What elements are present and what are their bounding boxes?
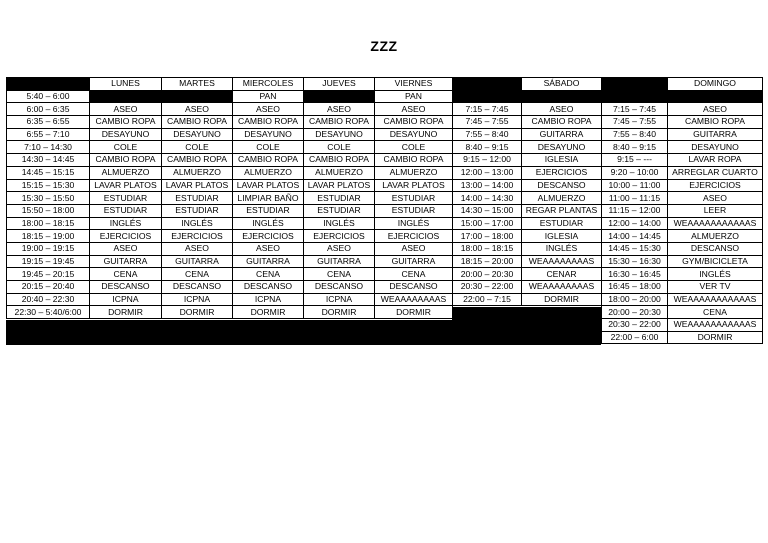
- time-slot: 18:00 – 18:15: [7, 217, 90, 230]
- time-slot: 13:00 – 14:00: [453, 179, 522, 192]
- activity-cell: WEAAAAAAAAS: [522, 281, 602, 294]
- time-slot: 7:10 – 14:30: [7, 141, 90, 154]
- activity-cell: COLE: [233, 141, 304, 154]
- activity-cell: CENA: [162, 268, 233, 281]
- table-row: [7, 103, 453, 116]
- time-slot: 8:40 – 9:15: [602, 141, 668, 154]
- sunday-header-row: [602, 78, 763, 91]
- activity-cell: VER TV: [668, 281, 763, 294]
- activity-cell: ICPNA: [304, 293, 375, 306]
- activity-cell: ASEO: [233, 242, 304, 255]
- table-row: [453, 293, 602, 306]
- activity-cell: ARREGLAR CUARTO: [668, 166, 763, 179]
- day-header: VIERNES: [375, 78, 453, 91]
- sunday-schedule-table: [601, 77, 763, 344]
- time-slot: 6:55 – 7:10: [7, 128, 90, 141]
- time-slot: 7:45 – 7:55: [453, 116, 522, 129]
- table-row: [7, 116, 453, 129]
- activity-cell: ICPNA: [90, 293, 162, 306]
- activity-cell: ESTUDIAR: [90, 204, 162, 217]
- table-row: [602, 103, 763, 116]
- table-row: [453, 204, 602, 217]
- blank-cell: [668, 90, 763, 103]
- time-slot: 19:45 – 20:15: [7, 268, 90, 281]
- activity-cell: EJERCICIOS: [522, 166, 602, 179]
- time-slot: 14:30 – 15:00: [453, 204, 522, 217]
- activity-cell: ASEO: [90, 103, 162, 116]
- time-slot: 5:40 – 6:00: [7, 90, 90, 103]
- activity-cell: ALMUERZO: [233, 166, 304, 179]
- table-row: [602, 268, 763, 281]
- time-slot: 7:15 – 7:45: [453, 103, 522, 116]
- activity-cell: IGLESIA: [522, 154, 602, 167]
- time-slot: 20:15 – 20:40: [7, 281, 90, 294]
- activity-cell: ESTUDIAR: [375, 204, 453, 217]
- time-slot: 14:45 – 15:15: [7, 166, 90, 179]
- activity-cell: LAVAR PLATOS: [90, 179, 162, 192]
- time-slot: 7:15 – 7:45: [602, 103, 668, 116]
- time-slot: 16:45 – 18:00: [602, 281, 668, 294]
- time-slot: 15:00 – 17:00: [453, 217, 522, 230]
- activity-cell: CENA: [233, 268, 304, 281]
- activity-cell: DORMIR: [668, 331, 763, 344]
- weekday-schedule-table: [6, 77, 453, 319]
- table-row: [7, 293, 453, 306]
- activity-cell: ICPNA: [233, 293, 304, 306]
- table-row: [602, 319, 763, 332]
- time-slot: 14:00 – 14:30: [453, 192, 522, 205]
- activity-cell: GUITARRA: [162, 255, 233, 268]
- activity-cell: LAVAR ROPA: [668, 154, 763, 167]
- time-slot: 10:00 – 11:00: [602, 179, 668, 192]
- activity-cell: DESAYUNO: [90, 128, 162, 141]
- day-header: SÁBADO: [522, 78, 602, 91]
- activity-cell: WEAAAAAAAAAAAS: [668, 319, 763, 332]
- day-header: JUEVES: [304, 78, 375, 91]
- activity-cell: ESTUDIAR: [304, 192, 375, 205]
- activity-cell: LAVAR PLATOS: [375, 179, 453, 192]
- table-row: [7, 192, 453, 205]
- activity-cell: IGLESIA: [522, 230, 602, 243]
- time-slot: 20:00 – 20:30: [602, 306, 668, 319]
- activity-cell: DESCANSO: [233, 281, 304, 294]
- table-row: [453, 281, 602, 294]
- activity-cell: ALMUERZO: [304, 166, 375, 179]
- day-header: DOMINGO: [668, 78, 763, 91]
- time-header-cell: [453, 78, 522, 91]
- activity-cell: ESTUDIAR: [90, 192, 162, 205]
- activity-cell: ASEO: [304, 103, 375, 116]
- time-slot: 6:35 – 6:55: [7, 116, 90, 129]
- table-row: [602, 192, 763, 205]
- activity-cell: DORMIR: [304, 306, 375, 319]
- activity-cell: LAVAR PLATOS: [233, 179, 304, 192]
- time-slot: 6:00 – 6:35: [7, 103, 90, 116]
- activity-cell: ALMUERZO: [375, 166, 453, 179]
- activity-cell: INGLÉS: [668, 268, 763, 281]
- time-slot: 18:15 – 20:00: [453, 255, 522, 268]
- blank-row: [453, 90, 602, 103]
- time-slot: 20:30 – 22:00: [453, 281, 522, 294]
- table-row: [602, 306, 763, 319]
- activity-cell: EJERCICIOS: [668, 179, 763, 192]
- activity-cell: ALMUERZO: [162, 166, 233, 179]
- table-row: [602, 166, 763, 179]
- time-slot: 11:15 – 12:00: [602, 204, 668, 217]
- activity-cell: CAMBIO ROPA: [304, 154, 375, 167]
- time-slot: 17:00 – 18:00: [453, 230, 522, 243]
- activity-cell: CAMBIO ROPA: [668, 116, 763, 129]
- activity-cell: DORMIR: [522, 293, 602, 306]
- activity-cell: ASEO: [90, 242, 162, 255]
- table-row: [453, 179, 602, 192]
- time-slot: 12:00 – 13:00: [453, 166, 522, 179]
- activity-cell: GUITARRA: [522, 128, 602, 141]
- activity-cell: CAMBIO ROPA: [375, 116, 453, 129]
- activity-cell: EJERCICIOS: [304, 230, 375, 243]
- table-row: [602, 204, 763, 217]
- activity-cell: WEAAAAAAAAAAAS: [668, 217, 763, 230]
- activity-cell: ALMUERZO: [668, 230, 763, 243]
- activity-cell: GUITARRA: [668, 128, 763, 141]
- table-row: [453, 268, 602, 281]
- activity-cell: LEER: [668, 204, 763, 217]
- table-row: [602, 230, 763, 243]
- activity-cell: DESCANSO: [304, 281, 375, 294]
- activity-cell: CAMBIO ROPA: [304, 116, 375, 129]
- activity-cell: DESAYUNO: [375, 128, 453, 141]
- activity-cell: ASEO: [522, 103, 602, 116]
- activity-cell: DORMIR: [162, 306, 233, 319]
- time-slot: 18:00 – 18:15: [453, 242, 522, 255]
- table-row: [602, 141, 763, 154]
- blank-row: [602, 90, 763, 103]
- activity-cell: ESTUDIAR: [233, 204, 304, 217]
- activity-cell: DESAYUNO: [304, 128, 375, 141]
- time-slot: 9:15 – ---: [602, 154, 668, 167]
- time-slot: 15:30 – 16:30: [602, 255, 668, 268]
- activity-cell: DESCANSO: [162, 281, 233, 294]
- time-slot: 15:50 – 18:00: [7, 204, 90, 217]
- activity-cell: EJERCICIOS: [90, 230, 162, 243]
- time-slot: 15:30 – 15:50: [7, 192, 90, 205]
- time-slot: 14:30 – 14:45: [7, 154, 90, 167]
- activity-cell: COLE: [162, 141, 233, 154]
- time-slot: 22:00 – 6:00: [602, 331, 668, 344]
- activity-cell: CAMBIO ROPA: [233, 154, 304, 167]
- day-header: MIERCOLES: [233, 78, 304, 91]
- table-row: [7, 128, 453, 141]
- time-slot: 7:45 – 7:55: [602, 116, 668, 129]
- activity-cell: DESCANSO: [668, 242, 763, 255]
- blank-cell: [602, 90, 668, 103]
- activity-cell: DESCANSO: [90, 281, 162, 294]
- table-row: [602, 217, 763, 230]
- table-row: [602, 154, 763, 167]
- activity-cell: ESTUDIAR: [522, 217, 602, 230]
- saturday-bottom-fill: [452, 307, 601, 345]
- table-row: [7, 141, 453, 154]
- activity-cell: CAMBIO ROPA: [162, 116, 233, 129]
- activity-cell: ALMUERZO: [90, 166, 162, 179]
- time-slot: 12:00 – 14:00: [602, 217, 668, 230]
- activity-cell: LAVAR PLATOS: [162, 179, 233, 192]
- activity-cell: CENA: [304, 268, 375, 281]
- activity-cell: CENA: [90, 268, 162, 281]
- activity-cell: CAMBIO ROPA: [90, 154, 162, 167]
- activity-cell: GUITARRA: [90, 255, 162, 268]
- activity-cell: DORMIR: [233, 306, 304, 319]
- time-slot: 8:40 – 9:15: [453, 141, 522, 154]
- activity-cell: DESCANSO: [375, 281, 453, 294]
- activity-cell: INGLÉS: [522, 242, 602, 255]
- activity-cell: DESAYUNO: [522, 141, 602, 154]
- activity-cell: WEAAAAAAAAS: [522, 255, 602, 268]
- day-header: LUNES: [90, 78, 162, 91]
- activity-cell: ESTUDIAR: [162, 204, 233, 217]
- time-slot: 22:00 – 7:15: [453, 293, 522, 306]
- time-slot: 14:00 – 14:45: [602, 230, 668, 243]
- activity-cell: ASEO: [375, 103, 453, 116]
- table-row: [453, 103, 602, 116]
- time-slot: 7:55 – 8:40: [453, 128, 522, 141]
- time-slot: 20:00 – 20:30: [453, 268, 522, 281]
- activity-cell: ASEO: [304, 242, 375, 255]
- activity-cell: CAMBIO ROPA: [522, 116, 602, 129]
- table-row: [7, 306, 453, 319]
- activity-cell: COLE: [375, 141, 453, 154]
- blank-cell: [453, 90, 522, 103]
- table-row: [602, 293, 763, 306]
- saturday-schedule-table: [452, 77, 602, 306]
- time-slot: 20:40 – 22:30: [7, 293, 90, 306]
- activity-cell: INGLÉS: [304, 217, 375, 230]
- activity-cell: PAN: [375, 90, 453, 103]
- table-row: [7, 179, 453, 192]
- time-slot: 18:00 – 20:00: [602, 293, 668, 306]
- activity-cell: EJERCICIOS: [162, 230, 233, 243]
- activity-cell: ESTUDIAR: [375, 192, 453, 205]
- time-slot: 20:30 – 22:00: [602, 319, 668, 332]
- day-header: MARTES: [162, 78, 233, 91]
- page-title: ZZZ: [370, 38, 398, 54]
- time-slot: 11:00 – 11:15: [602, 192, 668, 205]
- activity-cell: [90, 90, 162, 103]
- table-row: [453, 255, 602, 268]
- activity-cell: CENAR: [522, 268, 602, 281]
- table-row: [453, 242, 602, 255]
- activity-cell: ASEO: [668, 103, 763, 116]
- activity-cell: ASEO: [668, 192, 763, 205]
- activity-cell: ASEO: [162, 103, 233, 116]
- table-row: [602, 255, 763, 268]
- activity-cell: COLE: [304, 141, 375, 154]
- activity-cell: DESAYUNO: [668, 141, 763, 154]
- activity-cell: ASEO: [162, 242, 233, 255]
- activity-cell: EJERCICIOS: [375, 230, 453, 243]
- activity-cell: REGAR PLANTAS: [522, 204, 602, 217]
- weekday-header-row: [7, 78, 453, 91]
- activity-cell: GUITARRA: [233, 255, 304, 268]
- table-row: [7, 255, 453, 268]
- time-header-cell: [602, 78, 668, 91]
- table-row: [7, 90, 453, 103]
- table-row: [453, 217, 602, 230]
- activity-cell: GUITARRA: [304, 255, 375, 268]
- table-row: [7, 268, 453, 281]
- time-slot: 16:30 – 16:45: [602, 268, 668, 281]
- blank-cell: [522, 90, 602, 103]
- activity-cell: CAMBIO ROPA: [233, 116, 304, 129]
- table-row: [453, 230, 602, 243]
- activity-cell: EJERCICIOS: [233, 230, 304, 243]
- table-row: [453, 128, 602, 141]
- table-row: [602, 179, 763, 192]
- activity-cell: DESCANSO: [522, 179, 602, 192]
- activity-cell: INGLÉS: [375, 217, 453, 230]
- time-slot: 19:15 – 19:45: [7, 255, 90, 268]
- time-slot: 22:30 – 5:40/6:00: [7, 306, 90, 319]
- table-row: [602, 128, 763, 141]
- activity-cell: ASEO: [233, 103, 304, 116]
- time-slot: 7:55 – 8:40: [602, 128, 668, 141]
- time-slot: 18:15 – 19:00: [7, 230, 90, 243]
- activity-cell: CENA: [375, 268, 453, 281]
- table-row: [7, 281, 453, 294]
- table-row: [602, 281, 763, 294]
- activity-cell: LAVAR PLATOS: [304, 179, 375, 192]
- activity-cell: DESAYUNO: [162, 128, 233, 141]
- table-row: [602, 116, 763, 129]
- time-slot: 15:15 – 15:30: [7, 179, 90, 192]
- table-row: [602, 331, 763, 344]
- activity-cell: CENA: [668, 306, 763, 319]
- table-row: [453, 192, 602, 205]
- time-slot: 9:15 – 12:00: [453, 154, 522, 167]
- table-row: [7, 154, 453, 167]
- activity-cell: INGLÉS: [233, 217, 304, 230]
- time-slot: 19:00 – 19:15: [7, 242, 90, 255]
- activity-cell: INGLÉS: [162, 217, 233, 230]
- activity-cell: GUITARRA: [375, 255, 453, 268]
- table-row: [453, 141, 602, 154]
- activity-cell: ICPNA: [162, 293, 233, 306]
- activity-cell: CAMBIO ROPA: [162, 154, 233, 167]
- activity-cell: GYM/BICICLETA: [668, 255, 763, 268]
- activity-cell: WEAAAAAAAAAAAS: [668, 293, 763, 306]
- weekday-bottom-fill: [6, 320, 452, 345]
- activity-cell: ALMUERZO: [522, 192, 602, 205]
- activity-cell: ESTUDIAR: [162, 192, 233, 205]
- table-row: [7, 242, 453, 255]
- table-row: [453, 154, 602, 167]
- activity-cell: ESTUDIAR: [304, 204, 375, 217]
- table-row: [602, 242, 763, 255]
- table-row: [7, 204, 453, 217]
- table-row: [7, 230, 453, 243]
- activity-cell: INGLÉS: [90, 217, 162, 230]
- activity-cell: [304, 90, 375, 103]
- table-row: [7, 217, 453, 230]
- activity-cell: LIMPIAR BAÑO: [233, 192, 304, 205]
- activity-cell: DORMIR: [375, 306, 453, 319]
- saturday-header-row: [453, 78, 602, 91]
- time-slot: 9:20 – 10:00: [602, 166, 668, 179]
- activity-cell: CAMBIO ROPA: [375, 154, 453, 167]
- activity-cell: DESAYUNO: [233, 128, 304, 141]
- table-row: [453, 166, 602, 179]
- activity-cell: COLE: [90, 141, 162, 154]
- activity-cell: PAN: [233, 90, 304, 103]
- table-row: [7, 166, 453, 179]
- time-slot: 14:45 – 15:30: [602, 242, 668, 255]
- table-row: [453, 116, 602, 129]
- activity-cell: [162, 90, 233, 103]
- activity-cell: DORMIR: [90, 306, 162, 319]
- time-header-cell: [7, 78, 90, 91]
- activity-cell: CAMBIO ROPA: [90, 116, 162, 129]
- activity-cell: ASEO: [375, 242, 453, 255]
- activity-cell: WEAAAAAAAAS: [375, 293, 453, 306]
